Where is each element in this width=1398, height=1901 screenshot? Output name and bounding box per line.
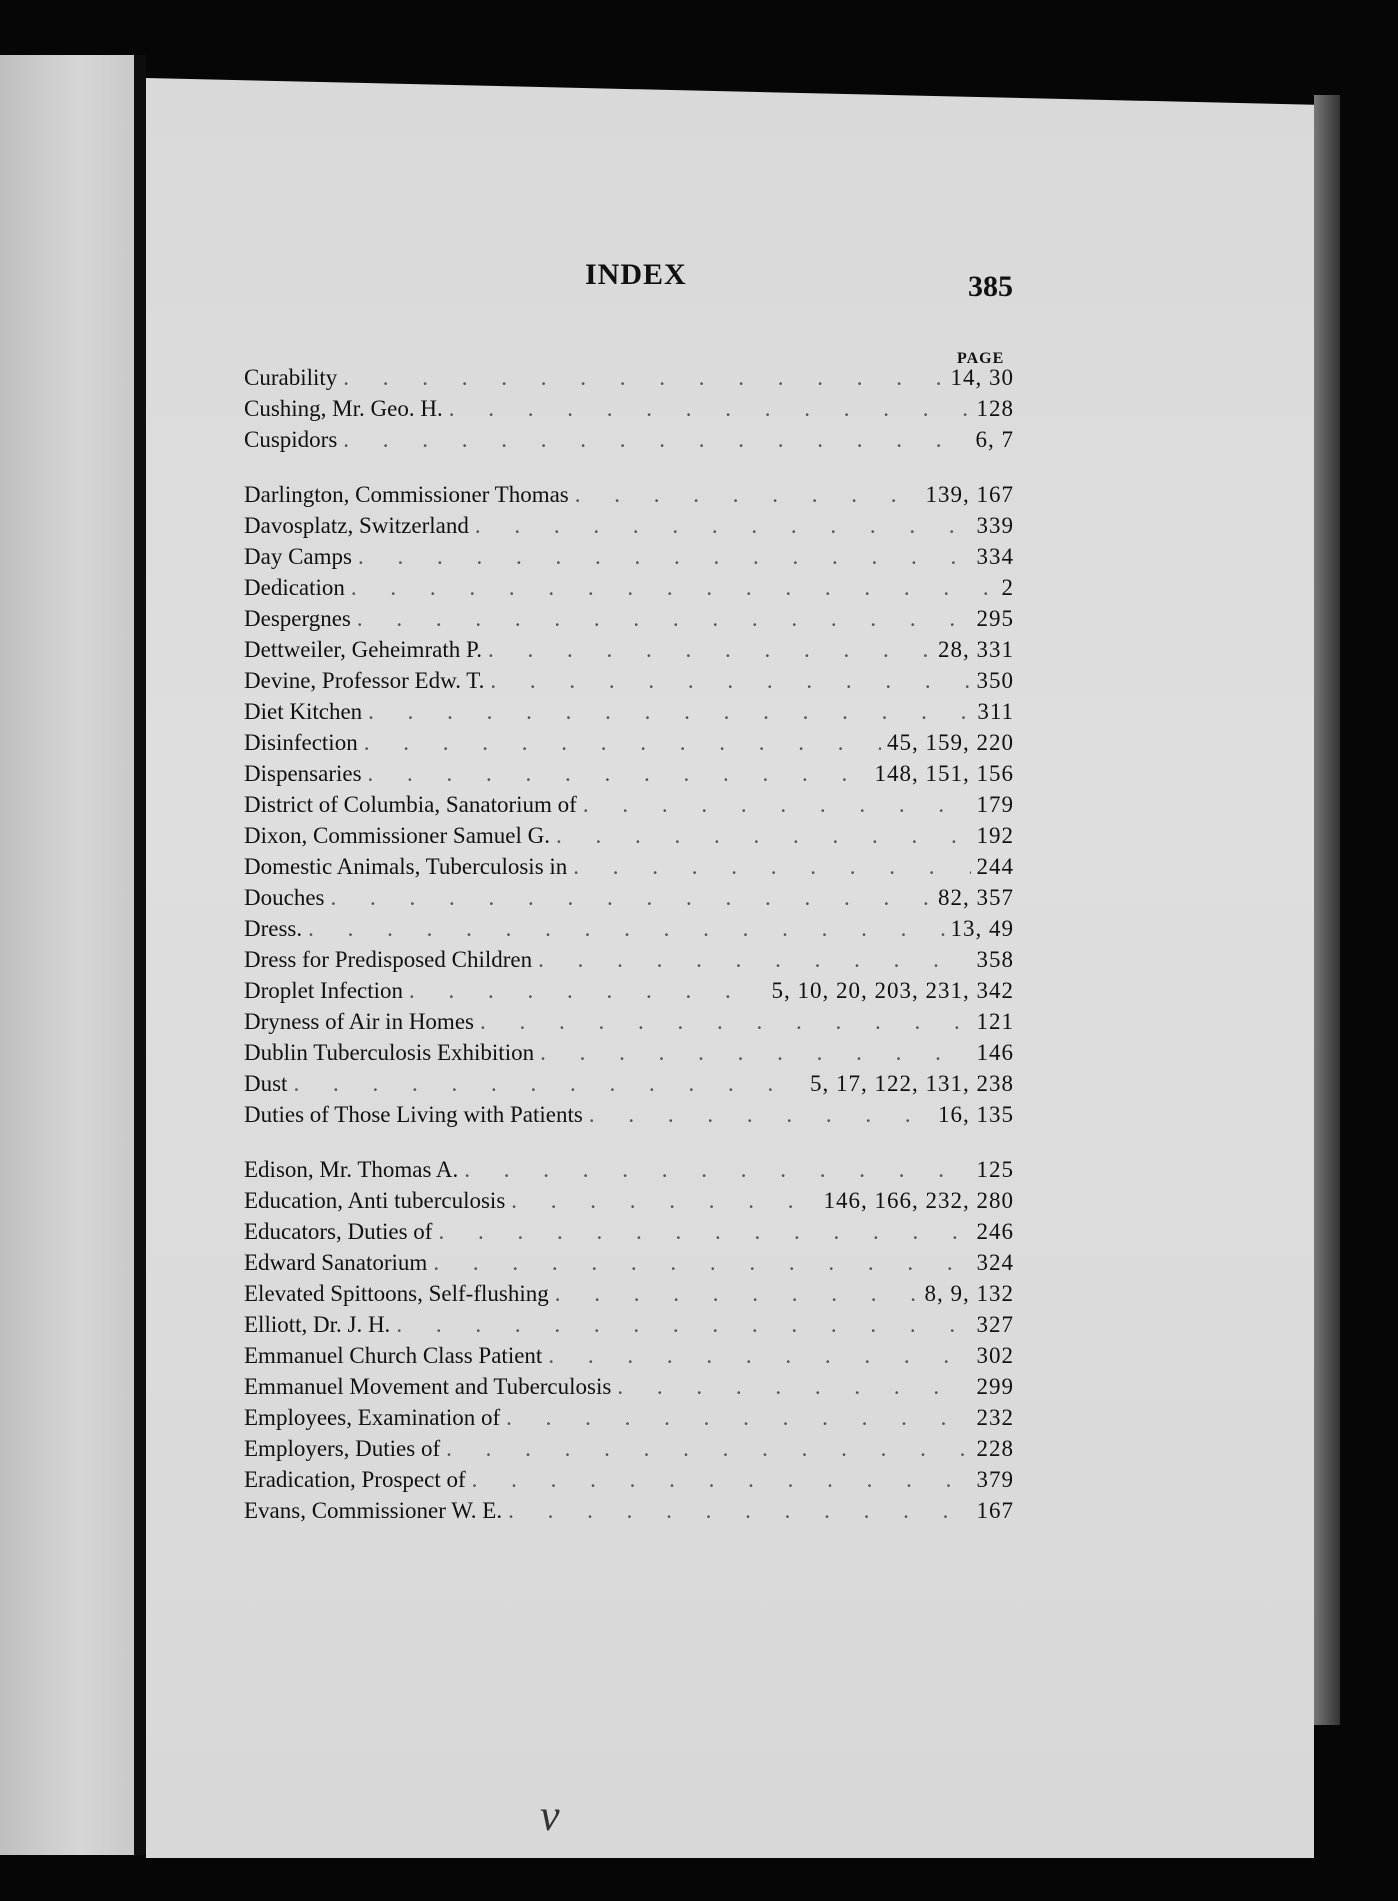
index-term: Darlington, Commissioner Thomas xyxy=(244,482,569,507)
index-pages: 327 xyxy=(976,1312,1014,1337)
index-pages: 146, 166, 232, 280 xyxy=(823,1188,1014,1213)
index-entry xyxy=(244,1340,1014,1371)
dot-leader xyxy=(511,1185,817,1216)
index-pages: 379 xyxy=(976,1467,1014,1492)
index-entry xyxy=(244,1402,1014,1433)
index-term: Dettweiler, Geheimrath P. xyxy=(244,637,482,662)
dot-leader xyxy=(368,696,971,727)
dot-leader xyxy=(308,913,944,944)
index-entry xyxy=(244,1433,1014,1464)
dot-leader xyxy=(364,727,881,758)
dot-leader xyxy=(575,479,920,510)
index-entry xyxy=(244,758,1014,789)
index-term: Dublin Tuberculosis Exhibition xyxy=(244,1040,535,1065)
index-entry xyxy=(244,1185,1014,1216)
index-pages: 179 xyxy=(976,792,1014,817)
dot-leader xyxy=(538,944,970,975)
index-pages: 28, 331 xyxy=(938,637,1014,662)
index-term: Edison, Mr. Thomas A. xyxy=(244,1157,459,1182)
dot-leader xyxy=(472,1464,971,1495)
index-term: Dress. xyxy=(244,916,303,941)
index-pages: 192 xyxy=(976,823,1014,848)
dot-leader xyxy=(446,1433,970,1464)
index-term: Evans, Commissioner W. E. xyxy=(244,1498,503,1523)
dot-leader xyxy=(343,362,944,393)
dot-leader xyxy=(358,541,971,572)
index-entry xyxy=(244,851,1014,882)
index-pages: 5, 17, 122, 131, 238 xyxy=(810,1071,1014,1096)
dot-leader xyxy=(357,603,971,634)
index-entry xyxy=(244,696,1014,727)
index-term: Diet Kitchen xyxy=(244,699,363,724)
dot-leader xyxy=(449,393,971,424)
index-pages: 324 xyxy=(976,1250,1014,1275)
page-outer-edge xyxy=(1314,95,1340,1725)
dot-leader xyxy=(573,851,970,882)
index-entry xyxy=(244,572,1014,603)
index-pages: 299 xyxy=(976,1374,1014,1399)
index-entry xyxy=(244,603,1014,634)
index-term: Emmanuel Movement and Tuberculosis xyxy=(244,1374,612,1399)
index-term: Educators, Duties of xyxy=(244,1219,433,1244)
dot-leader xyxy=(556,820,970,851)
index-term: Emmanuel Church Class Patient xyxy=(244,1343,543,1368)
index-pages: 358 xyxy=(976,947,1014,972)
dot-leader xyxy=(330,882,932,913)
index-term: Curability xyxy=(244,365,338,390)
index-term: Dispensaries xyxy=(244,761,362,786)
dot-leader xyxy=(293,1068,804,1099)
dot-leader xyxy=(433,1247,970,1278)
index-entry xyxy=(244,665,1014,696)
index-entry xyxy=(244,479,1014,510)
index-pages: 334 xyxy=(976,544,1014,569)
index-pages: 246 xyxy=(976,1219,1014,1244)
facing-page-edge xyxy=(0,55,134,1855)
index-term: Droplet Infection xyxy=(244,978,404,1003)
index-term: District of Columbia, Sanatorium of xyxy=(244,792,577,817)
index-entry xyxy=(244,1154,1014,1185)
dot-leader xyxy=(548,1340,970,1371)
index-term: Despergnes xyxy=(244,606,351,631)
dot-leader xyxy=(475,510,971,541)
index-pages: 167 xyxy=(976,1498,1014,1523)
dot-leader xyxy=(396,1309,970,1340)
index-pages: 339 xyxy=(976,513,1014,538)
index-term: Duties of Those Living with Patients xyxy=(244,1102,583,1127)
index-pages: 139, 167 xyxy=(925,482,1014,507)
index-pages: 228 xyxy=(976,1436,1014,1461)
dot-leader xyxy=(480,1006,971,1037)
dot-leader xyxy=(409,975,765,1006)
index-entry xyxy=(244,362,1014,393)
index-pages: 5, 10, 20, 203, 231, 342 xyxy=(771,978,1014,1003)
index-term: Dryness of Air in Homes xyxy=(244,1009,474,1034)
index-entry xyxy=(244,882,1014,913)
index-term: Elevated Spittoons, Self-flushing xyxy=(244,1281,549,1306)
index-pages: 146 xyxy=(976,1040,1014,1065)
index-term: Cuspidors xyxy=(244,427,338,452)
dot-leader xyxy=(438,1216,970,1247)
index-entry xyxy=(244,727,1014,758)
index-entry xyxy=(244,1278,1014,1309)
index-entry xyxy=(244,1006,1014,1037)
book-gutter xyxy=(134,55,146,1855)
index-pages: 232 xyxy=(976,1405,1014,1430)
index-term: Dedication xyxy=(244,575,345,600)
index-term: Edward Sanatorium xyxy=(244,1250,428,1275)
dot-leader xyxy=(508,1495,970,1526)
index-term: Disinfection xyxy=(244,730,358,755)
index-pages: 14, 30 xyxy=(950,365,1014,390)
index-pages: 82, 357 xyxy=(938,885,1014,910)
index-entry xyxy=(244,393,1014,424)
dot-leader xyxy=(368,758,869,789)
index-entry xyxy=(244,789,1014,820)
dot-leader xyxy=(589,1099,932,1130)
index-entry xyxy=(244,975,1014,1006)
index-entry xyxy=(244,1247,1014,1278)
index-term: Day Camps xyxy=(244,544,352,569)
handwritten-mark: v xyxy=(540,1791,560,1840)
index-pages: 311 xyxy=(977,699,1014,724)
index-pages: 8, 9, 132 xyxy=(924,1281,1014,1306)
index-pages: 121 xyxy=(976,1009,1014,1034)
index-pages: 2 xyxy=(1001,575,1014,600)
index-entries xyxy=(244,362,1014,1526)
index-entry xyxy=(244,1464,1014,1495)
index-term: Dust xyxy=(244,1071,288,1096)
page-title: INDEX xyxy=(585,258,687,291)
dot-leader xyxy=(464,1154,970,1185)
index-pages: 16, 135 xyxy=(938,1102,1014,1127)
dot-leader xyxy=(351,572,996,603)
dot-leader xyxy=(490,665,970,696)
index-pages: 128 xyxy=(976,396,1014,421)
index-term: Domestic Animals, Tuberculosis in xyxy=(244,854,568,879)
page-column-label: PAGE xyxy=(957,350,1005,367)
dot-leader xyxy=(343,424,969,455)
index-term: Dress for Predisposed Children xyxy=(244,947,533,972)
index-term: Cushing, Mr. Geo. H. xyxy=(244,396,443,421)
index-term: Elliott, Dr. J. H. xyxy=(244,1312,391,1337)
dot-leader xyxy=(540,1037,970,1068)
index-entry xyxy=(244,634,1014,665)
index-term: Employers, Duties of xyxy=(244,1436,441,1461)
index-pages: 244 xyxy=(976,854,1014,879)
index-entry xyxy=(244,1216,1014,1247)
index-entry xyxy=(244,1309,1014,1340)
index-entry xyxy=(244,424,1014,455)
index-term: Education, Anti tuberculosis xyxy=(244,1188,506,1213)
index-pages: 45, 159, 220 xyxy=(887,730,1014,755)
index-term: Employees, Examination of xyxy=(244,1405,501,1430)
index-entry xyxy=(244,541,1014,572)
index-pages: 350 xyxy=(976,668,1014,693)
dot-leader xyxy=(555,1278,919,1309)
index-pages: 302 xyxy=(976,1343,1014,1368)
index-term: Douches xyxy=(244,885,325,910)
index-entry xyxy=(244,1037,1014,1068)
index-term: Dixon, Commissioner Samuel G. xyxy=(244,823,551,848)
index-entry xyxy=(244,1099,1014,1130)
index-term: Davosplatz, Switzerland xyxy=(244,513,469,538)
index-pages: 295 xyxy=(976,606,1014,631)
index-term: Devine, Professor Edw. T. xyxy=(244,668,485,693)
dot-leader xyxy=(488,634,932,665)
index-pages: 148, 151, 156 xyxy=(874,761,1014,786)
index-pages: 6, 7 xyxy=(975,427,1014,452)
index-term: Eradication, Prospect of xyxy=(244,1467,466,1492)
index-entry xyxy=(244,944,1014,975)
index-entry xyxy=(244,1371,1014,1402)
index-entry xyxy=(244,820,1014,851)
dot-leader xyxy=(506,1402,970,1433)
index-entry xyxy=(244,1068,1014,1099)
index-entry xyxy=(244,913,1014,944)
index-pages: 125 xyxy=(976,1157,1014,1182)
dot-leader xyxy=(617,1371,970,1402)
page-number: 385 xyxy=(968,270,1013,303)
index-entry xyxy=(244,1495,1014,1526)
index-entry xyxy=(244,510,1014,541)
dot-leader xyxy=(583,789,971,820)
index-pages: 13, 49 xyxy=(950,916,1014,941)
